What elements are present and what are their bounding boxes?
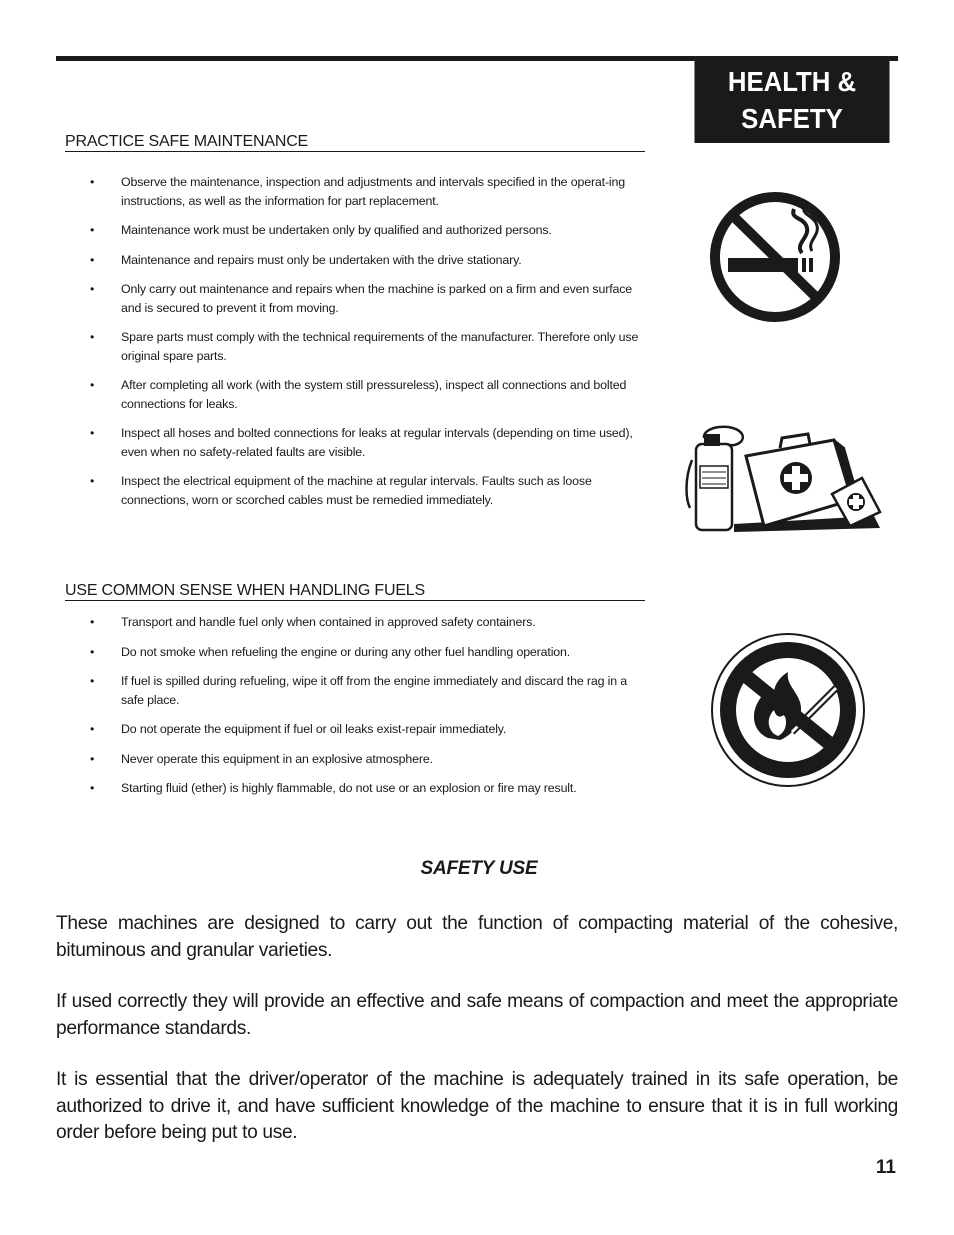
fuels-list <box>90 613 640 798</box>
section-title-line1: HEALTH & <box>727 66 857 97</box>
bullet-icon: • <box>90 722 95 736</box>
bullet-icon: • <box>90 175 95 189</box>
bullet-icon: • <box>90 282 95 296</box>
bullet-icon: • <box>90 223 95 237</box>
list-item: • Observe the maintenance, inspection and adjustments and intervals specified in the operat-ing instructions, as well as the information for part replacement. <box>90 175 626 208</box>
bullet-icon: • <box>90 426 95 440</box>
fuels-heading: USE COMMON SENSE WHEN HANDLING FUELS <box>65 582 645 601</box>
list-item: • If fuel is spilled during refueling, wipe it off from the engine immediately and discard the rag in a safe place. <box>90 674 628 707</box>
maintenance-list <box>90 173 640 509</box>
no-smoking-icon <box>702 185 848 330</box>
fire-extinguisher-first-aid-icon <box>684 420 884 536</box>
section-tab <box>694 56 889 143</box>
bullet-icon: • <box>90 644 95 659</box>
safety-use-paragraph: If used correctly they will provide an effective and safe means of compaction and meet the appropriate performance standards. <box>56 991 898 1039</box>
safety-use-heading: SAFETY USE <box>420 858 538 879</box>
list-item: • Do not operate the equipment if fuel or oil leaks exist-repair immediately. <box>90 720 640 739</box>
page-number: 11 <box>875 1157 896 1178</box>
safety-use-paragraph: These machines are designed to carry out the function of compacting material of the cohesive, bituminous and granular varieties. <box>56 913 898 961</box>
list-item: • Transport and handle fuel only when contained in approved safety containers. <box>90 613 640 632</box>
no-open-flame-icon <box>708 630 868 790</box>
bullet-icon: • <box>90 615 95 629</box>
list-item: • After completing all work (with the system still pressureless), inspect all connections and bolted connections for leaks. <box>90 378 627 411</box>
list-item: • Inspect the electrical equipment of the machine at regular intervals. Faults such as loose connections, worn or scorched cables must be remedied immediately. <box>90 474 592 507</box>
bullet-icon: • <box>90 674 95 688</box>
section-title-line2: SAFETY <box>741 103 843 134</box>
list-item: • Maintenance work must be undertaken only by qualified and authorized persons. <box>90 221 640 240</box>
list-item: • Spare parts must comply with the technical requirements of the manufacturer. Therefore only use original spare parts. <box>90 330 639 363</box>
safety-use-paragraph: It is essential that the driver/operator of the machine is adequately trained in its safe operation, be authorized to drive it, and have sufficient knowledge of the machine to ensure that it is in full working order before being put to use. <box>56 1069 898 1143</box>
list-item: • Inspect all hoses and bolted connections for leaks at regular intervals (depending on time used), even when no safety-related faults are visible. <box>90 426 633 459</box>
list-item: • Never operate this equipment in an explosive atmosphere. <box>90 750 640 769</box>
bullet-icon: • <box>90 781 95 795</box>
bullet-icon: • <box>90 474 95 488</box>
list-item: • Starting fluid (ether) is highly flammable, do not use or an explosion or fire may result. <box>90 779 640 798</box>
bullet-icon: • <box>90 751 95 766</box>
list-item: • Only carry out maintenance and repairs when the machine is parked on a firm and even surface and is secured to prevent it from moving. <box>90 282 633 315</box>
maintenance-heading: PRACTICE SAFE MAINTENANCE <box>65 133 645 152</box>
bullet-icon: • <box>90 378 95 392</box>
bullet-icon: • <box>90 330 95 344</box>
bullet-icon: • <box>90 252 95 267</box>
list-item: • Do not smoke when refueling the engine or during any other fuel handling operation. <box>90 643 640 662</box>
list-item: • Maintenance and repairs must only be undertaken with the drive stationary. <box>90 251 640 270</box>
